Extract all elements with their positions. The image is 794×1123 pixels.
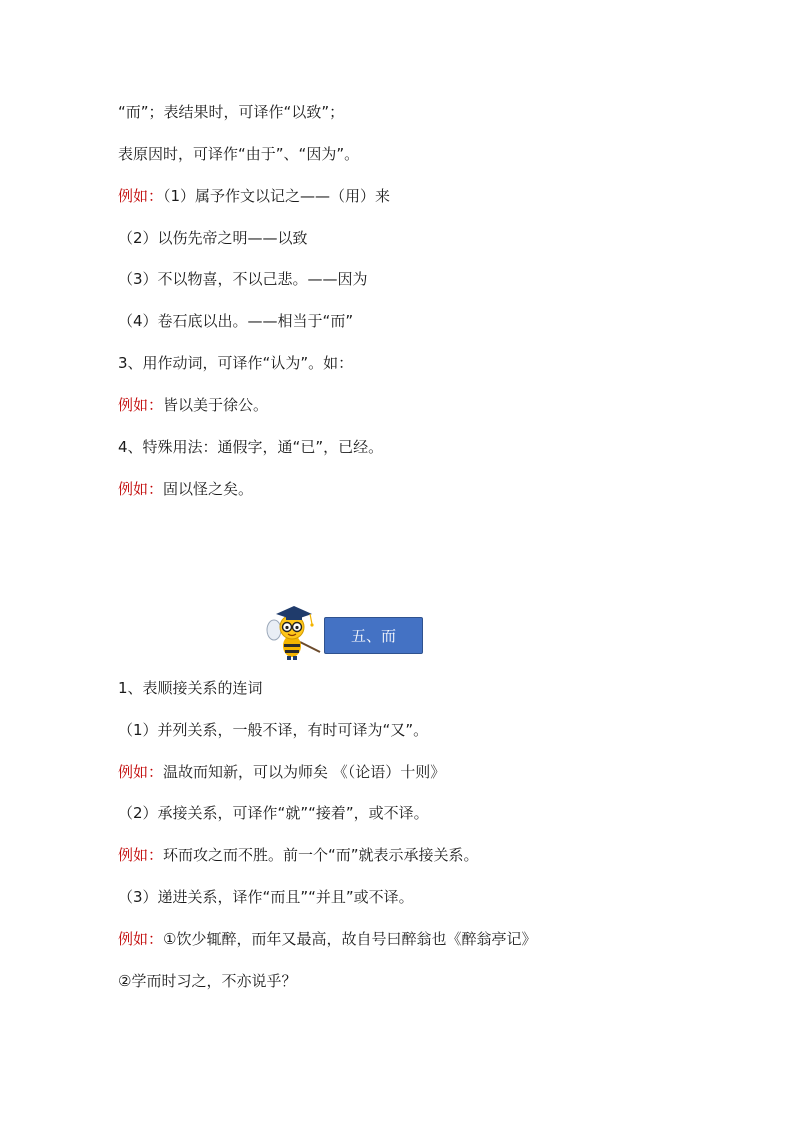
text-line: （2）承接关系，可译作“就”“接着”，或不译。	[118, 804, 429, 822]
text-line: （1）并列关系，一般不译，有时可译为“又”。	[118, 721, 429, 739]
example-line	[118, 845, 479, 865]
text-line: 表原因时，可译作“由于”、“因为”。	[118, 145, 360, 163]
example-text: ①饮少辄醉，而年又最高，故自号曰醉翁也《醉翁亭记》	[163, 930, 537, 948]
text-line: （2）以伤先帝之明——以致	[118, 229, 308, 247]
example-line	[118, 395, 268, 415]
example-text: 固以怪之矣。	[163, 480, 254, 498]
example-label: 例如：	[118, 396, 164, 414]
example-label: 例如：	[118, 187, 164, 205]
text-line: 3、用作动词，可译作“认为”。如：	[118, 354, 354, 372]
example-label: 例如：	[118, 763, 164, 781]
example-label: 例如：	[118, 930, 164, 948]
example-line	[118, 762, 445, 782]
example-line	[118, 929, 536, 949]
graduate-mascot-icon	[262, 600, 322, 662]
example-label: 例如：	[118, 480, 164, 498]
text-line: （3）递进关系，译作“而且”“并且”或不译。	[118, 888, 414, 906]
text-line: “而”；表结果时，可译作“以致”；	[118, 103, 345, 121]
example-text: 温故而知新，可以为师矣 《（论语）十则》	[163, 763, 446, 781]
example-line	[118, 186, 390, 206]
text-line: 4、特殊用法：通假字，通“已”，已经。	[118, 438, 384, 456]
text-line: （4）卷石底以出。——相当于“而”	[118, 312, 354, 330]
text-line: 1、表顺接关系的连词	[118, 679, 263, 697]
text-line: ②学而时习之，不亦说乎？	[118, 972, 297, 990]
example-label: 例如：	[118, 846, 164, 864]
example-text: 皆以美于徐公。	[163, 396, 269, 414]
text-line: （3）不以物喜，不以己悲。——因为	[118, 270, 368, 288]
example-text: （1）属予作文以记之——（用）来	[163, 187, 391, 205]
example-text: 环而攻之而不胜。前一个“而”就表示承接关系。	[163, 846, 479, 864]
section-heading: 五、而	[324, 617, 423, 654]
example-line	[118, 479, 253, 499]
